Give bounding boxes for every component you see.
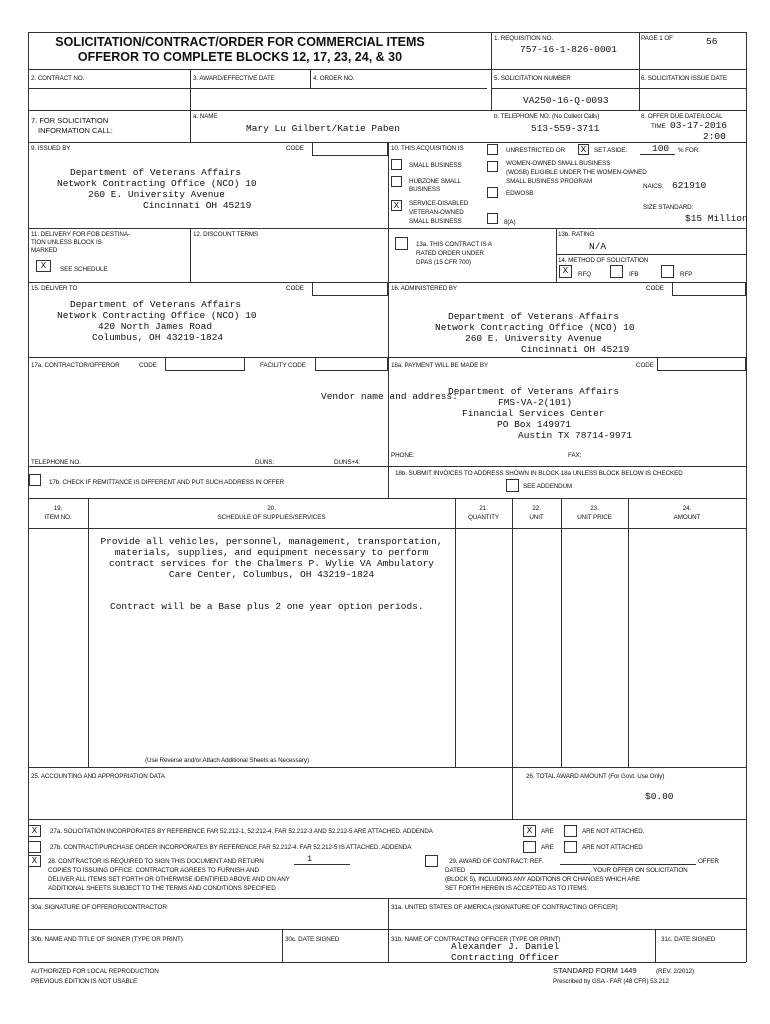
8a-checkbox[interactable]	[487, 213, 498, 224]
issued-by-label: 9. ISSUED BY	[31, 145, 71, 152]
clause-28-line-2: COPIES TO ISSUING OFFICE. CONTRACTOR AGREES TO FURNISH AND	[48, 867, 259, 874]
addenda-are-not-label: ARE NOT ATTACHED.	[582, 828, 645, 835]
see-addendum-label: SEE ADDENDUM	[523, 483, 573, 490]
total-award-amount: $0.00	[645, 791, 674, 802]
issued-by-line-2: Network Contracting Office (NCO) 10	[57, 178, 257, 189]
sdvosb-label-1: SERVICE-DISABLED	[409, 200, 469, 207]
footer-previous-edition: PREVIOUS EDITION IS NOT USABLE	[31, 978, 138, 985]
facility-code-field[interactable]	[315, 357, 388, 371]
rating-label: 13b. RATING	[558, 231, 595, 238]
ifb-label: IFB	[629, 271, 639, 278]
size-standard-label: SIZE STANDARD:	[643, 204, 694, 211]
administered-code-label: CODE	[646, 285, 664, 292]
issued-by-code-label: CODE	[286, 145, 304, 152]
fob-label-3: MARKED	[31, 247, 58, 254]
page-total: 56	[706, 36, 718, 47]
col-amount-number: 24.	[682, 505, 692, 512]
wosb-label-1: WOMEN-OWNED SMALL BUSINESS	[506, 160, 611, 167]
acquisition-label: 10. THIS ACQUISITION IS	[391, 145, 464, 152]
wosb-checkbox[interactable]	[487, 161, 498, 172]
col-schedule-label: SCHEDULE OF SUPPLIES/SERVICES	[217, 514, 326, 521]
col-unit-number: 22.	[532, 505, 541, 512]
rating-value: N/A	[589, 241, 607, 252]
telephone-label: b. TELEPHONE NO. (No Collect Calls)	[494, 113, 600, 120]
rated-order-label-2: RATED ORDER UNDER	[416, 250, 484, 257]
administered-line-2: Network Contracting Office (NCO) 10	[435, 322, 635, 333]
8a-label: 8(A)	[504, 219, 516, 226]
small-business-checkbox[interactable]	[391, 159, 402, 170]
clause-28-line-3: DELIVER ALL ITEMS SET FORTH OR OTHERWISE IDENTIFIED ABOVE AND ON ANY	[48, 876, 290, 883]
officer-name-label: 31b. NAME OF CONTRACTING OFFICER (TYPE OR PRINT)	[391, 936, 561, 943]
contract-no-label: 2. CONTRACT NO.	[31, 75, 85, 82]
requisition-number: 757-16-1-826-0001	[520, 44, 617, 55]
method-label: 14. METHOD OF SOLICITATION	[558, 257, 649, 264]
award-date-label: 3. AWARD/EFFECTIVE DATE	[193, 75, 275, 82]
clause-27b-text: 27b. CONTRACT/PURCHASE ORDER INCORPORATES BY REFERENCE FAR 52.212-4. FAR 52.212-5 IS ATTACHED. ADDENDA	[50, 844, 412, 851]
unrestricted-checkbox[interactable]	[487, 144, 498, 155]
schedule-description: Provide all vehicles, personnel, management, transportation, materials, supplies, and equipment necessary to perform contract services for the Chalmers P. Wylie VA Ambulatory Care Center, Columbus, OH 43219-1824	[100, 536, 443, 580]
due-date-label: 8. OFFER DUE DATE/LOCAL	[641, 113, 723, 120]
clause-27a-checkbox[interactable]: X	[28, 825, 41, 837]
administered-by-label: 16. ADMINISTERED BY	[391, 285, 457, 292]
deliver-to-line-4: Columbus, OH 43219-1824	[92, 332, 224, 343]
clause-29-line-3: (BLOCK 5), INCLUDING ANY ADDITIONS OR CHANGES WHICH ARE	[445, 876, 640, 883]
officer-name: Alexander J. Daniel	[451, 941, 560, 952]
rfp-checkbox[interactable]	[661, 265, 674, 278]
payment-line-4: PO Box 149971	[497, 419, 572, 430]
fob-label-1: 11. DELIVERY FOR FOB DESTINA-	[31, 231, 130, 238]
clause-27a-text: 27a. SOLICITATION INCORPORATES BY REFERENCE FAR 52.212-1, 52.212-4. FAR 52.212-3 AND 52.212-5 ARE ATTACHED. ADDENDA	[50, 828, 433, 835]
deliver-to-code-label: CODE	[286, 285, 304, 292]
order-no-label: 4. ORDER NO.	[313, 75, 355, 82]
duns-label: DUNS:	[255, 459, 275, 466]
addenda-are-not-2-label: ARE NOT ATTACHED	[582, 844, 643, 851]
addenda-are-not-checkbox[interactable]	[564, 825, 577, 837]
rfp-label: RFP	[680, 271, 693, 278]
col-schedule-number: 20.	[267, 505, 276, 512]
payment-line-3: Financial Services Center	[462, 408, 605, 419]
footer-prescribed: Prescribed by GSA - FAR (48 CFR) 53.212	[553, 978, 669, 985]
clause-29-line-2: . YOUR OFFER ON SOLICITATION	[590, 867, 688, 874]
form-subtitle: OFFEROR TO COMPLETE BLOCKS 12, 17, 23, 24, & 30	[77, 50, 403, 64]
issued-by-line-3: 260 E. University Avenue	[88, 189, 225, 200]
issue-date-label: 6. SOLICITATION ISSUE DATE	[641, 75, 727, 82]
see-schedule-label: SEE SCHEDULE	[60, 266, 108, 273]
clause-29-offer: OFFER	[698, 858, 719, 865]
payment-line-5: Austin TX 78714-9971	[518, 430, 633, 441]
deliver-to-label: 15. DELIVER TO	[31, 285, 78, 292]
col-quantity-number: 21.	[479, 505, 488, 512]
contact-name: Mary Lu Gilbert/Katie Paben	[246, 123, 400, 134]
remittance-checkbox[interactable]	[29, 474, 41, 486]
addenda-are-label: ARE	[541, 828, 554, 835]
sdvosb-label-2: VETERAN-OWNED	[409, 209, 464, 216]
ifb-checkbox[interactable]	[610, 265, 623, 278]
sdvosb-checkbox[interactable]: X	[391, 200, 402, 211]
issued-by-line-1: Department of Veterans Affairs	[70, 167, 242, 178]
due-time: 2:00	[703, 131, 726, 142]
sdvosb-label-3: SMALL BUSINESS	[409, 218, 462, 225]
accounting-label: 25. ACCOUNTING AND APPROPRIATION DATA	[31, 773, 165, 780]
requisition-label: 1. REQUISITION NO.	[494, 35, 554, 42]
name-label: a. NAME	[193, 113, 218, 120]
page-label: PAGE 1 OF	[641, 35, 673, 42]
naics-label: NAICS:	[643, 183, 664, 190]
officer-title: Contracting Officer	[451, 952, 560, 963]
unrestricted-label: UNRESTRICTED OR	[506, 147, 566, 154]
edwosb-label: EDWOSB	[506, 190, 534, 197]
administered-line-3: 260 E. University Avenue	[465, 333, 602, 344]
officer-date-label: 31c. DATE SIGNED	[661, 936, 716, 943]
due-date: 03-17-2016	[670, 120, 728, 131]
size-standard: $15 Million	[685, 213, 748, 224]
rfq-checkbox[interactable]: X	[559, 265, 572, 278]
signature-offeror-label: 30a. SIGNATURE OF OFFEROR/CONTRACTOR	[31, 904, 167, 911]
percent-for-label: % FOR:	[678, 147, 700, 154]
solicitation-number: VA250-16-Q-0093	[523, 95, 609, 106]
clause-29-checkbox[interactable]	[425, 855, 438, 867]
payment-label: 18a. PAYMENT WILL BE MADE BY	[391, 362, 489, 369]
hubzone-label-1: HUBZONE SMALL	[409, 178, 461, 185]
facility-code-label: FACILITY CODE	[260, 362, 306, 369]
contractor-label: 17a. CONTRACTOR/OFFEROR	[31, 362, 120, 369]
rated-order-checkbox[interactable]	[395, 237, 408, 250]
small-business-label: SMALL BUSINESS	[409, 162, 462, 169]
col-amount-label: AMOUNT	[673, 514, 701, 521]
use-reverse-note: (Use Reverse and/or Attach Additional Sheets as Necessary)	[145, 757, 309, 764]
info-call-label-1: 7. FOR SOLICITATION	[31, 116, 109, 125]
deliver-to-line-2: Network Contracting Office (NCO) 10	[57, 310, 257, 321]
addenda-are-checkbox[interactable]: X	[523, 825, 536, 837]
clause-28-checkbox[interactable]: X	[28, 855, 41, 867]
set-aside-checkbox[interactable]: X	[578, 144, 589, 155]
form-title: SOLICITATION/CONTRACT/ORDER FOR COMMERCIAL ITEMS	[55, 35, 425, 49]
addenda-are-not-2-checkbox[interactable]	[564, 841, 577, 853]
naics-code: 621910	[672, 180, 707, 191]
col-unit-label: UNIT	[529, 514, 544, 521]
hubzone-label-2: BUSINESS	[409, 186, 441, 193]
rfq-label: RFQ	[578, 271, 591, 278]
signer-name-label: 30b. NAME AND TITLE OF SIGNER (TYPE OR PRINT)	[31, 936, 183, 943]
clause-29-line-1: 29. AWARD OF CONTRACT: REF.	[449, 858, 544, 865]
submit-invoices-label: 18b. SUBMIT INVOICES TO ADDRESS SHOWN IN BLOCK 18a UNLESS BLOCK BELOW IS CHECKED	[395, 470, 683, 477]
clause-29-dated: DATED	[445, 867, 466, 874]
payment-line-2: FMS-VA-2(101)	[498, 397, 573, 408]
wosb-label-2: (WOSB) ELIGIBLE UNDER THE WOMEN-OWNED	[506, 169, 647, 176]
rated-order-label-3: DPAS (15 CFR 700)	[416, 259, 471, 266]
schedule-note: Contract will be a Base plus 2 one year option periods.	[110, 601, 424, 612]
rated-order-label-1: 13a. THIS CONTRACT IS A	[416, 241, 492, 248]
edwosb-checkbox[interactable]	[487, 187, 498, 198]
administered-line-4: Cincinnati OH 45219	[521, 344, 630, 355]
set-aside-label: SET ASIDE:	[594, 147, 628, 154]
issued-by-code-field[interactable]	[312, 142, 388, 156]
col-unit-price-label: UNIT PRICE	[577, 514, 612, 521]
hubzone-checkbox[interactable]	[391, 176, 402, 187]
payment-code-label: CODE	[636, 362, 654, 369]
payment-code-field[interactable]	[657, 357, 746, 371]
vendor-label: Vendor name and address:	[321, 391, 458, 402]
set-aside-percent: 100	[652, 143, 670, 154]
col-unit-price-number: 23.	[590, 505, 599, 512]
fob-label-2: TION UNLESS BLOCK IS	[31, 239, 102, 246]
clause-29-line-4: SET FORTH HEREIN IS ACCEPTED AS TO ITEMS:	[445, 885, 589, 892]
fax-label: FAX:	[568, 452, 582, 459]
col-quantity-label: QUANTITY	[467, 514, 500, 521]
addenda-are-2-checkbox[interactable]	[523, 841, 536, 853]
col-item-label: ITEM NO.	[44, 514, 72, 521]
total-award-label: 26. TOTAL AWARD AMOUNT (For Govt. Use Only)	[526, 773, 665, 780]
fob-checkbox[interactable]: X	[36, 260, 51, 272]
telephone-number: 513-559-3711	[531, 123, 600, 134]
telephone-no-label: TELEPHONE NO.	[31, 459, 81, 466]
clause-28-line-4: ADDITIONAL SHEETS SUBJECT TO THE TERMS AND CONDITIONS SPECIFIED	[48, 885, 276, 892]
remittance-label: 17b. CHECK IF REMITTANCE IS DIFFERENT AND PUT SUCH ADDRESS IN OFFER	[49, 479, 285, 486]
clause-28-line-1: 28. CONTRACTOR IS REQUIRED TO SIGN THIS DOCUMENT AND RETURN	[48, 858, 264, 865]
deliver-to-line-3: 420 North James Road	[98, 321, 213, 332]
contractor-code-label: CODE	[139, 362, 157, 369]
wosb-label-3: SMALL BUSINESS PROGRAM	[506, 178, 593, 185]
payment-line-1: Department of Veterans Affairs	[448, 386, 620, 397]
footer-authorized: AUTHORIZED FOR LOCAL REPRODUCTION	[31, 968, 159, 975]
clause-28-copies: 1	[307, 854, 313, 864]
signature-officer-label: 31a. UNITED STATES OF AMERICA (SIGNATURE OF CONTRACTING OFFICER)	[391, 904, 618, 911]
issued-by-line-4: Cincinnati OH 45219	[143, 200, 252, 211]
addenda-are-2-label: ARE	[541, 844, 554, 851]
info-call-label-2: INFORMATION CALL:	[38, 126, 113, 135]
duns4-label: DUNS+4:	[334, 459, 361, 466]
deliver-to-code-field[interactable]	[312, 282, 388, 296]
col-item-number: 19.	[53, 505, 63, 512]
phone-label: PHONE:	[391, 452, 415, 459]
footer-revision: (REV. 2/2012)	[656, 968, 695, 975]
solicitation-number-label: 5. SOLICITATION NUMBER	[494, 75, 571, 82]
see-addendum-checkbox[interactable]	[506, 479, 519, 492]
signer-date-label: 30c. DATE SIGNED	[285, 936, 340, 943]
clause-27b-checkbox[interactable]	[28, 841, 41, 853]
administered-line-1: Department of Veterans Affairs	[448, 311, 620, 322]
time-label: TIME	[651, 123, 666, 130]
footer-form-name: STANDARD FORM 1449	[553, 966, 637, 975]
contractor-code-field[interactable]	[165, 357, 245, 371]
deliver-to-line-1: Department of Veterans Affairs	[70, 299, 242, 310]
administered-code-field[interactable]	[672, 282, 746, 296]
discount-terms-label: 12. DISCOUNT TERMS	[193, 231, 259, 238]
